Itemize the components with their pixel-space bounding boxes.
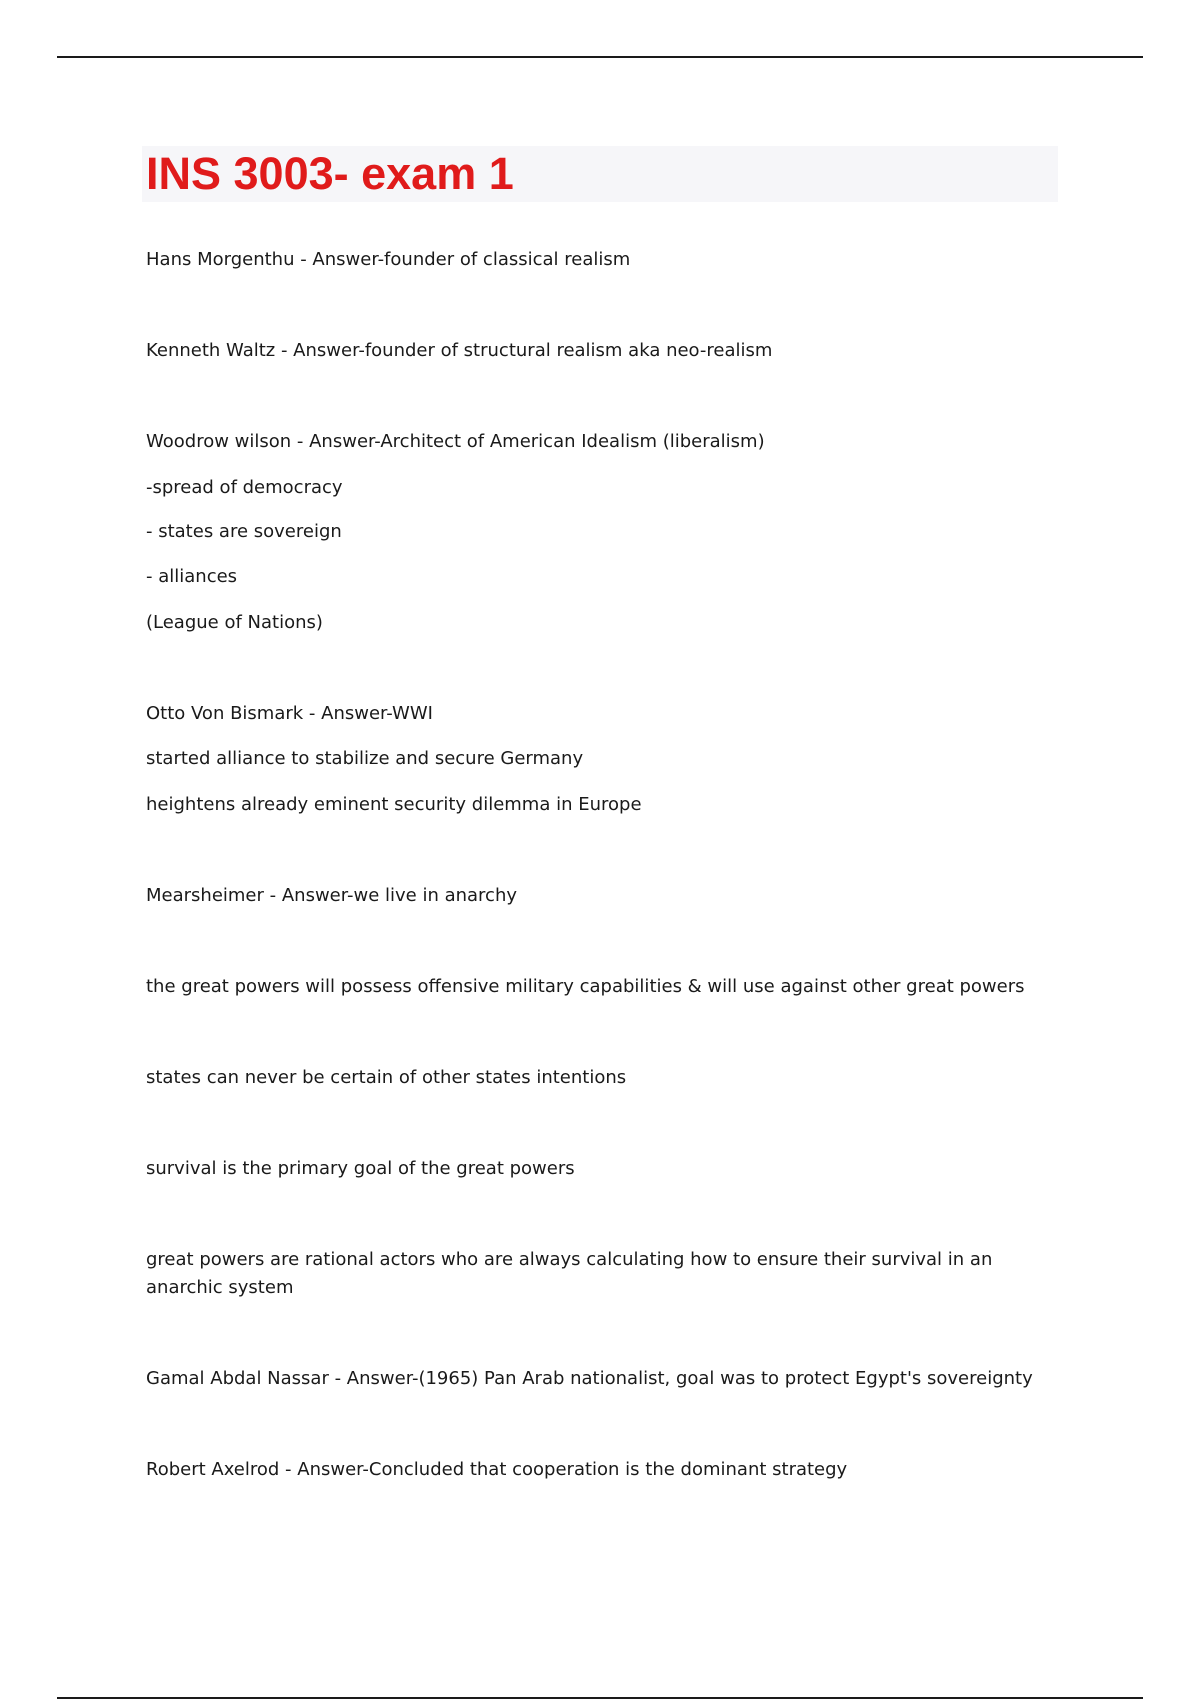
entry-bismark-detail-2: heightens already eminent security dilemma in Europe (146, 794, 642, 815)
entry-wilson-detail-4: (League of Nations) (146, 612, 323, 633)
entry-morgenthau: Hans Morgenthu - Answer-founder of classical realism (146, 249, 631, 270)
entry-wilson-detail-2: - states are sovereign (146, 521, 342, 542)
entry-mearsheimer-detail-4b: anarchic system (146, 1277, 294, 1298)
entry-nassar: Gamal Abdal Nassar - Answer-(1965) Pan Arab nationalist, goal was to protect Egypt's sovereignty (146, 1368, 1033, 1389)
entry-wilson-detail-1: -spread of democracy (146, 477, 343, 498)
entry-wilson: Woodrow wilson - Answer-Architect of American Idealism (liberalism) (146, 431, 765, 452)
bottom-rule (57, 1697, 1143, 1699)
entry-mearsheimer-detail-1: the great powers will possess offensive military capabilities & will use against other great powers (146, 976, 1025, 997)
entry-wilson-detail-3: - alliances (146, 566, 238, 587)
top-rule (57, 56, 1143, 58)
entry-mearsheimer-detail-2: states can never be certain of other states intentions (146, 1067, 627, 1088)
entry-mearsheimer-detail-4a: great powers are rational actors who are always calculating how to ensure their survival in an (146, 1249, 993, 1270)
entry-axelrod: Robert Axelrod - Answer-Concluded that cooperation is the dominant strategy (146, 1459, 848, 1480)
entry-mearsheimer: Mearsheimer - Answer-we live in anarchy (146, 885, 518, 906)
entry-bismark: Otto Von Bismark - Answer-WWI (146, 703, 433, 724)
entry-bismark-detail-1: started alliance to stabilize and secure Germany (146, 748, 584, 769)
entry-waltz: Kenneth Waltz - Answer-founder of structural realism aka neo-realism (146, 340, 773, 361)
entry-mearsheimer-detail-3: survival is the primary goal of the great powers (146, 1158, 575, 1179)
document-title: INS 3003- exam 1 (146, 148, 514, 199)
